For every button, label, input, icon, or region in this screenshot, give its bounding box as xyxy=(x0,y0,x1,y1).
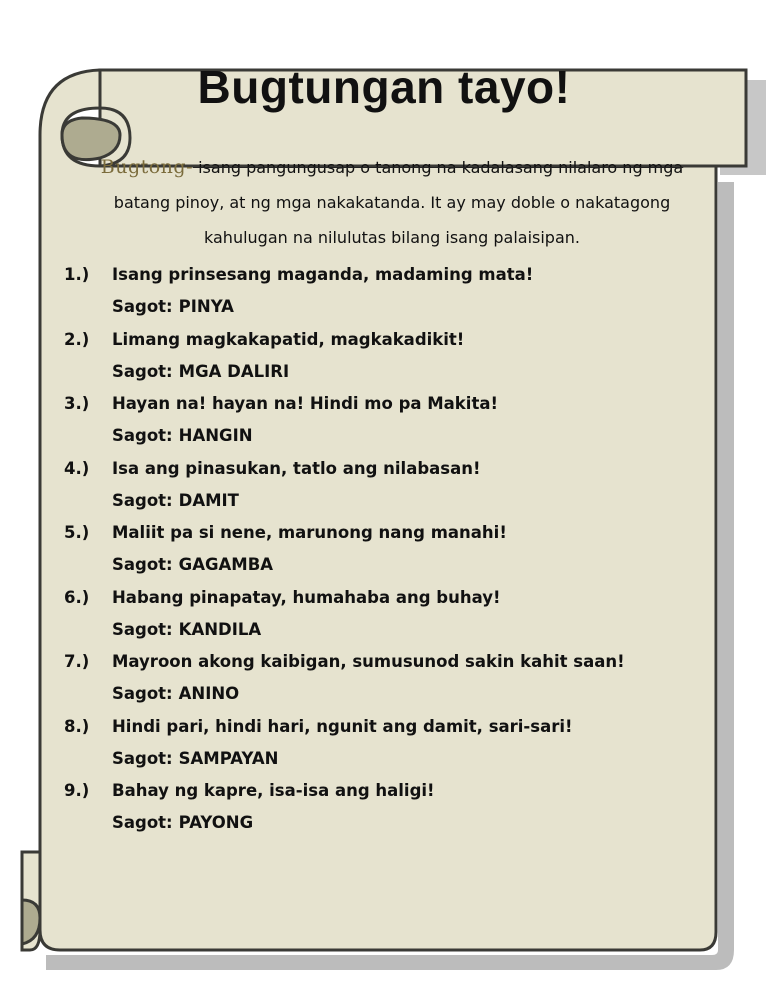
answer-value: DAMIT xyxy=(178,490,239,510)
riddle-number: 9.) xyxy=(64,781,90,800)
riddle-item xyxy=(64,263,704,328)
riddle-item xyxy=(64,328,704,393)
answer-value: HANGIN xyxy=(178,426,253,445)
riddle-question: Isa ang pinasukan, tatlo ang nilabasan! xyxy=(112,458,481,478)
riddle-answer xyxy=(112,297,234,316)
riddle-question: Habang pinapatay, humahaba ang buhay! xyxy=(112,587,501,607)
riddle-number: 3.) xyxy=(64,394,90,413)
riddle-answer xyxy=(112,684,239,703)
riddle-answer xyxy=(112,620,261,639)
definition-paragraph xyxy=(62,150,722,255)
definition-line-1 xyxy=(62,150,722,185)
riddle-number: 2.) xyxy=(64,329,90,349)
riddle-question: Isang prinsesang maganda, madaming mata! xyxy=(112,265,534,284)
riddle-answer xyxy=(112,555,273,574)
answer-label: Sagot: xyxy=(112,426,173,445)
answer-label: Sagot: xyxy=(112,555,173,574)
riddle-number: 5.) xyxy=(64,523,90,542)
answer-label: Sagot: xyxy=(112,813,173,832)
riddle-number: 1.) xyxy=(64,265,90,284)
riddle-item xyxy=(64,457,704,522)
answer-label: Sagot: xyxy=(112,490,173,510)
answer-value: MGA DALIRI xyxy=(178,361,290,381)
answer-value: KANDILA xyxy=(178,619,262,639)
riddle-number: 8.) xyxy=(64,716,90,736)
answer-label: Sagot: xyxy=(112,297,173,316)
riddle-question: Mayroon akong kaibigan, sumusunod sakin kahit saan! xyxy=(112,652,625,671)
answer-value: PINYA xyxy=(178,297,234,316)
riddle-question: Limang magkakapatid, magkakadikit! xyxy=(112,329,465,349)
riddle-question: Hindi pari, hindi hari, ngunit ang damit, sari-sari! xyxy=(112,716,573,736)
riddle-question: Bahay ng kapre, isa-isa ang haligi! xyxy=(112,781,435,800)
answer-value: SAMPAYAN xyxy=(178,748,279,768)
riddle-number: 6.) xyxy=(64,587,90,607)
riddle-answer xyxy=(112,426,253,445)
riddle-item xyxy=(64,715,704,780)
riddle-item xyxy=(64,650,704,715)
answer-value: ANINO xyxy=(178,684,240,703)
riddle-question: Maliit pa si nene, marunong nang manahi! xyxy=(112,523,507,542)
answer-label: Sagot: xyxy=(112,361,173,381)
definition-term: Bugtong- xyxy=(100,156,194,178)
answer-value: PAYONG xyxy=(178,813,254,832)
answer-value: GAGAMBA xyxy=(178,555,274,574)
riddle-answer xyxy=(112,749,278,768)
riddle-item xyxy=(64,779,704,844)
answer-label: Sagot: xyxy=(112,684,173,703)
riddle-item xyxy=(64,521,704,586)
riddle-answer xyxy=(112,362,289,381)
riddle-number: 7.) xyxy=(64,652,90,671)
riddle-question: Hayan na! hayan na! Hindi mo pa Makita! xyxy=(112,394,498,413)
page-title: Bugtungan tayo! xyxy=(197,61,571,113)
riddle-number: 4.) xyxy=(64,458,90,478)
riddle-item xyxy=(64,586,704,651)
answer-label: Sagot: xyxy=(112,619,173,639)
definition-line-3: kahulugan na nilulutas bilang isang palaisipan. xyxy=(204,228,580,247)
riddle-answer xyxy=(112,491,239,510)
definition-text-1: isang pangungusap o tanong na kadalasang nilalaro ng mga xyxy=(193,158,684,177)
riddle-answer xyxy=(112,813,253,832)
riddle-list xyxy=(64,263,704,844)
definition-line-2: batang pinoy, at ng mga nakakatanda. It ay may doble o nakatagong xyxy=(113,193,671,212)
answer-label: Sagot: xyxy=(112,748,173,768)
riddle-item xyxy=(64,392,704,457)
